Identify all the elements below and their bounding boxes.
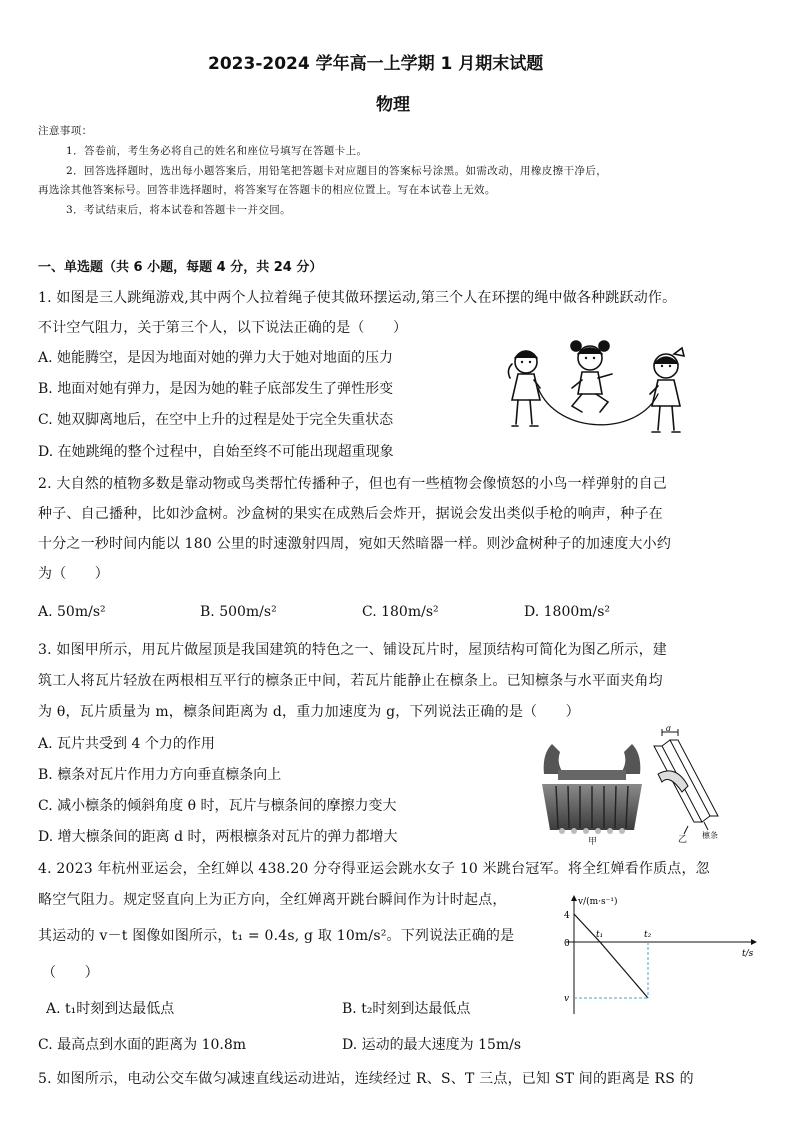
q2-line-4: 为（ ） <box>38 566 109 582</box>
roof-tile-photo <box>538 734 646 846</box>
x-tick-t2: t₂ <box>644 930 652 940</box>
purlin-diagram <box>648 726 724 844</box>
q4-line-3: 其运动的 v－t 图像如图所示，t₁ = 0.4s, g 取 10m/s²。下列说法正确的是 <box>38 928 515 944</box>
notice-item-2-cont: 再选涂其他答案标号。回答非选择题时，将答案写在答题卡的相应位置上。写在本试卷上无效。 <box>38 184 496 196</box>
q5-line-1: 5. 如图所示，电动公交车做匀减速直线运动进站，连续经过 R、S、T 三点，已知 ST 间的距离是 RS 的 <box>38 1071 694 1087</box>
q2-option-d: D. 1800m/s² <box>524 604 611 620</box>
q4-option-b: B. t₂时刻到达最低点 <box>342 1001 471 1017</box>
q4-line-2: 略空气阻力。规定竖直向上为正方向，全红婵离开跳台瞬间作为计时起点， <box>38 892 507 908</box>
q4-option-d: D. 运动的最大速度为 15m/s <box>342 1037 522 1053</box>
q3-line-2: 筑工人将瓦片轻放在两根相互平行的檩条正中间，若瓦片能静止在檩条上。已知檩条与水平面夹角均 <box>38 673 663 689</box>
q3-option-d: D. 增大檩条间的距离 d 时，两根檩条对瓦片的弹力都增大 <box>38 829 398 845</box>
velocity-time-graph <box>556 890 766 1020</box>
x-axis-label: t/s <box>742 949 754 959</box>
q2-line-3: 十分之一秒时间内能以 180 公里的时速激射四周，宛如天然暗器一样。则沙盒树种子的加速度大小约 <box>38 536 672 552</box>
y-tick-0: 0 <box>564 939 570 949</box>
fig-jia-label: 甲 <box>588 837 598 846</box>
q1-option-a: A. 她能腾空，是因为地面对她的弹力大于她对地面的压力 <box>38 350 394 366</box>
q2-option-b: B. 500m/s² <box>200 604 277 620</box>
q3-line-1: 3. 如图甲所示，用瓦片做屋顶是我国建筑的特色之一、铺设瓦片时，屋顶结构可简化为图乙所示，建 <box>38 642 668 658</box>
q3-line-3: 为 θ，瓦片质量为 m，檩条间距离为 d，重力加速度为 g，下列说法正确的是（ ） <box>38 704 580 720</box>
q1-line-2: 不计空气阻力，关于第三个人，以下说法正确的是（ ） <box>38 320 408 336</box>
y-axis-label: v/(m·s⁻¹) <box>578 897 618 907</box>
q2-option-a: A. 50m/s² <box>38 604 106 620</box>
subject-title: 物理 <box>376 95 410 115</box>
q2-line-2: 种子、自己播种，比如沙盒树。沙盒树的果实在成熟后会炸开，据说会发出类似手枪的响声，种子在 <box>38 506 663 522</box>
q1-option-c: C. 她双脚离地后，在空中上升的过程是处于完全失重状态 <box>38 412 394 428</box>
q1-option-d: D. 在她跳绳的整个过程中，自始至终不可能出现超重现象 <box>38 444 394 460</box>
q1-option-b: B. 地面对她有弹力，是因为她的鞋子底部发生了弹性形变 <box>38 381 394 397</box>
fig-yi-label: 乙 <box>678 835 688 844</box>
jump-rope-figure <box>498 336 708 440</box>
notice-item-1: 1．答卷前，考生务必将自己的姓名和座位号填写在答题卡上。 <box>66 145 368 157</box>
notice-item-2: 2．回答选择题时，选出每小题答案后，用铅笔把答题卡对应题目的答案标号涂黑。如需改动，用橡皮擦干净后， <box>66 165 608 177</box>
q3-option-c: C. 减小檩条的倾斜角度 θ 时，瓦片与檩条间的摩擦力变大 <box>38 798 397 814</box>
q2-option-c: C. 180m/s² <box>362 604 439 620</box>
q2-line-1: 2. 大自然的植物多数是靠动物或鸟类帮忙传播种子，但也有一些植物会像愤怒的小鸟一样弹射的自己 <box>38 476 668 492</box>
fig-d-label: d <box>666 726 672 733</box>
q1-line-1: 1. 如图是三人跳绳游戏,其中两个人拉着绳子使其做环摆运动,第三个人在环摆的绳中做各种跳跃动作。 <box>38 290 677 306</box>
velocity-line <box>574 914 648 998</box>
q4-option-c: C. 最高点到水面的距离为 10.8m <box>38 1037 247 1053</box>
q4-option-a: A. t₁时刻到达最低点 <box>46 1001 175 1017</box>
q4-line-1: 4. 2023 年杭州亚运会，全红婵以 438.20 分夺得亚运会跳水女子 10 米跳台冠军。将全红婵看作质点，忽 <box>38 861 710 877</box>
exam-title: 2023-2024 学年高一上学期 1 月期末试题 <box>208 54 544 74</box>
q3-option-a: A. 瓦片共受到 4 个力的作用 <box>38 736 215 752</box>
section-heading: 一、单选题（共 6 小题，每题 4 分，共 24 分） <box>38 260 323 275</box>
notice-heading: 注意事项： <box>38 125 93 137</box>
x-tick-t1: t₁ <box>596 930 604 940</box>
y-tick-v: v <box>564 994 570 1004</box>
q3-option-b: B. 檩条对瓦片作用力方向垂直檩条向上 <box>38 767 282 783</box>
fig-lin-label: 檩条 <box>702 831 718 840</box>
notice-item-3: 3．考试结束后，将本试卷和答题卡一并交回。 <box>66 204 292 216</box>
q4-line-4: （ ） <box>42 965 99 981</box>
y-tick-4: 4 <box>564 911 570 921</box>
